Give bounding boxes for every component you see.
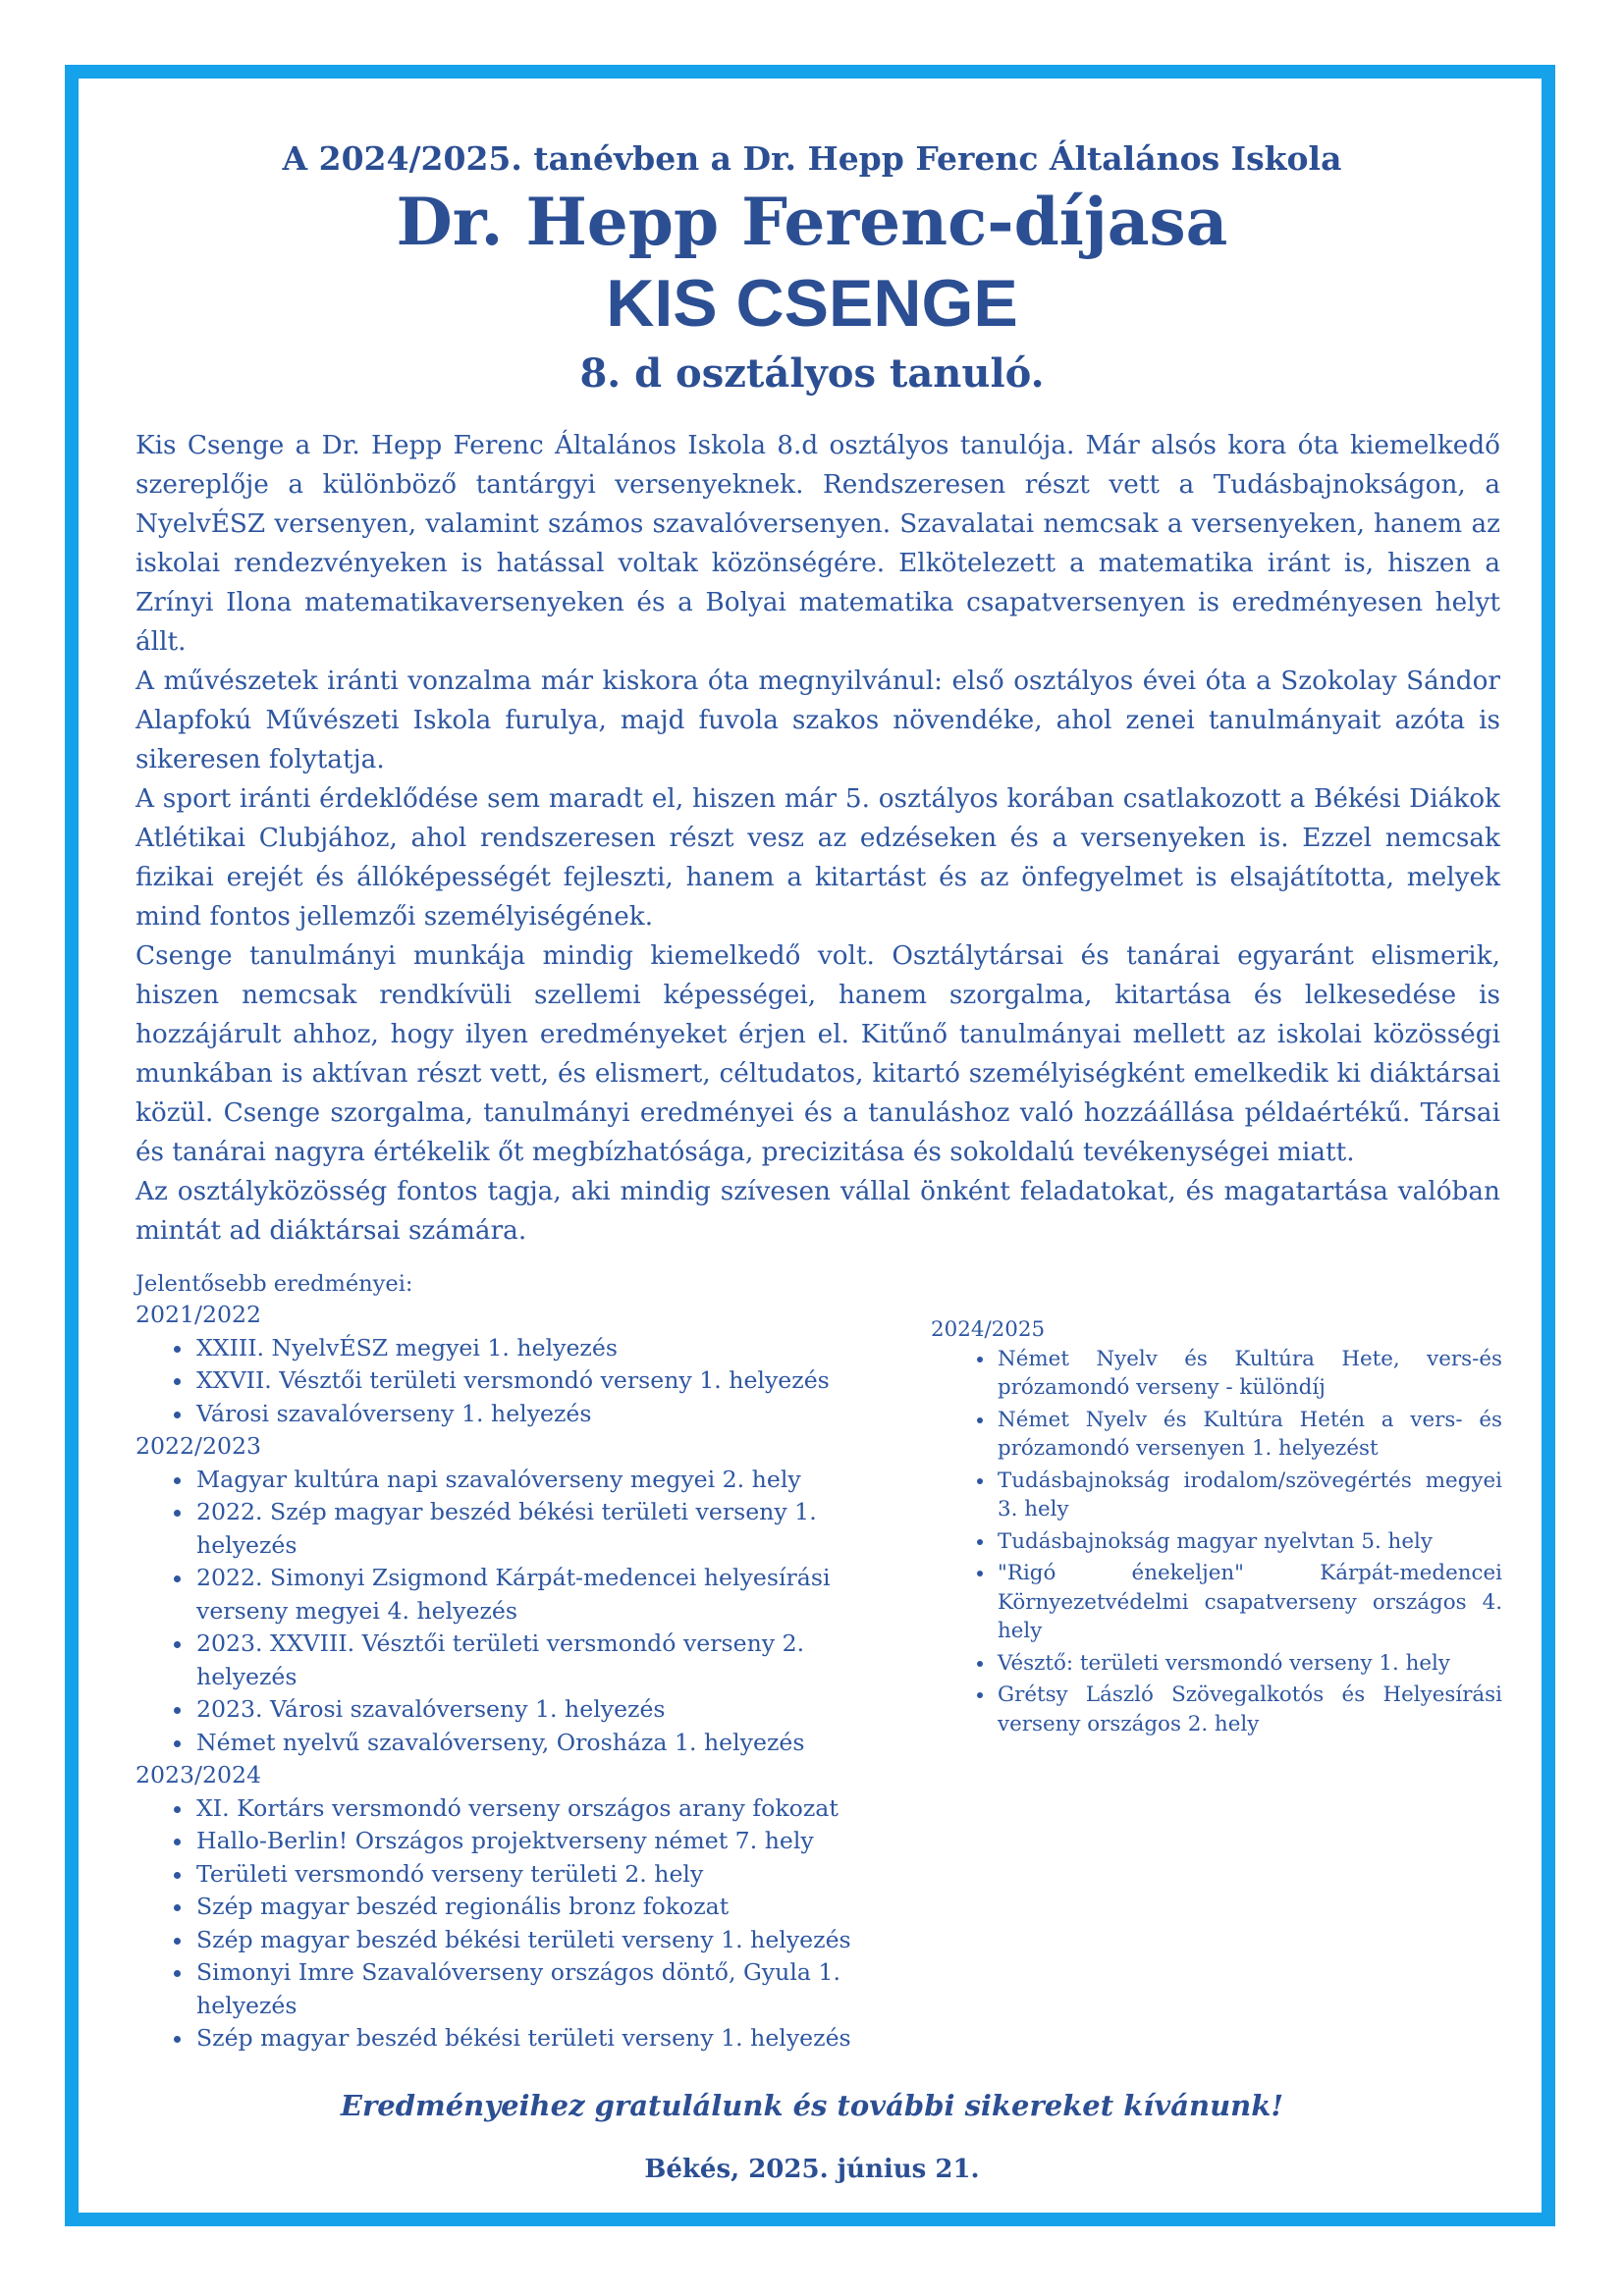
result-item: • XI. Kortárs versmondó verseny országos arany fokozat [194, 1792, 892, 1826]
result-item: • Grétsy László Szövegalkotós és Helyesírási verseny országos 2. hely [996, 1681, 1502, 1738]
results-list [135, 1792, 892, 2056]
result-item: • Városi szavalóverseny 1. helyezés [194, 1398, 892, 1431]
body-paragraph: A sport iránti érdeklődése sem maradt el, hiszen már 5. osztályos korában csatlakozott a Békési Diákok Atlétikai Clubjához, ahol rendszeresen részt vesz az edzéseken és a versenyeken is. Ezzel nemcsak fizikai erejét és állóképességét fejleszti, hanem a kitartást és az önfegyelmet is elsajátította, melyek mind fontos jellemzői személyiségének. [135, 784, 1500, 932]
class-line: 8. d osztályos tanuló. [579, 350, 1045, 397]
year-heading: 2023/2024 [135, 1761, 262, 1789]
year-heading: 2022/2023 [135, 1432, 262, 1460]
result-item: • Simonyi Imre Szavalóverseny országos döntő, Gyula 1. helyezés [194, 1956, 892, 2022]
body-paragraph: Kis Csenge a Dr. Hepp Ferenc Általános Iskola 8.d osztályos tanulója. Már alsós kora óta kiemelkedő szereplője a különböző tantárgyi versenyeknek. Rendszeresen részt vett a Tudásbajnokságon, a NyelvÉSZ versenyen, valamint számos szavalóversenyen. Szavalatai nemcsak a versenyeken, hanem az iskolai rendezvényeken is hatással voltak közönségére. Elkötelezett a matematika iránt is, hiszen a Zrínyi Ilona matematikaversenyeken és a Bolyai matematika csapatversenyen is eredményesen helyt állt. [135, 431, 1500, 657]
result-item: • Német Nyelv és Kultúra Hete, vers-és prózamondó verseny - különdíj [996, 1345, 1502, 1403]
result-item: • Német nyelvű szavalóverseny, Orosháza 1. helyezés [194, 1727, 892, 1760]
result-item: • XXVII. Vésztői területi versmondó verseny 1. helyezés [194, 1364, 892, 1398]
result-item: • 2022. Simonyi Zsigmond Kárpát-medencei helyesírási verseny megyei 4. helyezés [194, 1562, 892, 1628]
results-left-column [135, 1299, 892, 2056]
header-school-line: A 2024/2025. tanévben a Dr. Hepp Ferenc Általános Iskola [282, 139, 1342, 178]
results-right-column [931, 1315, 1502, 1741]
result-item: • 2023. XXVIII. Vésztői területi versmondó verseny 2. helyezés [194, 1628, 892, 1693]
result-item: • Szép magyar beszéd békési területi verseny 1. helyezés [194, 1924, 892, 1957]
body-paragraph: Az osztályközösség fontos tagja, aki mindig szívesen vállal önként feladatokat, és magatartása valóban mintát ad diáktársai számára. [135, 1177, 1500, 1246]
result-item: • Német Nyelv és Kultúra Hetén a vers- és prózamondó versenyen 1. helyezést [996, 1406, 1502, 1464]
result-item: • 2022. Szép magyar beszéd békési területi verseny 1. helyezés [194, 1496, 892, 1562]
results-heading: Jelentősebb eredményei: [135, 1271, 413, 1297]
body-paragraph: Csenge tanulmányi munkája mindig kiemelkedő volt. Osztálytársai és tanárai egyaránt elismerik, hiszen nemcsak rendkívüli szellemi képességei, hanem szorgalma, kitartása és lelkesedése is hozzájárult ahhoz, hogy ilyen eredményeket érjen el. Kitűnő tanulmányai mellett az iskolai közösségi munkában is aktívan részt vett, és elismert, céltudatos, kitartó személyiségként emelkedik ki diáktársai közül. Csenge szorgalma, tanulmányi eredményei és a tanuláshoz való hozzáállása példaértékű. Társai és tanárai nagyra értékelik őt megbízhatósága, precizitása és sokoldalú tevékenységei miatt. [135, 941, 1500, 1167]
place-date: Békés, 2025. június 21. [644, 2155, 980, 2184]
body-paragraph: A művészetek iránti vonzalma már kiskora óta megnyilvánul: első osztályos évei óta a Szokolay Sándor Alapfokú Művészeti Iskola furulya, majd fuvola szakos növendéke, ahol zenei tanulmányait azóta is sikeresen folytatja. [135, 667, 1500, 774]
result-item: • Szép magyar beszéd regionális bronz fokozat [194, 1891, 892, 1924]
results-list [135, 1464, 892, 1760]
result-item: • XXIII. NyelvÉSZ megyei 1. helyezés [194, 1332, 892, 1365]
award-title: Dr. Hepp Ferenc-díjasa [396, 184, 1228, 260]
closing-message: Eredményeihez gratulálunk és további sikereket kívánunk! [340, 2089, 1284, 2122]
results-list [135, 1332, 892, 1431]
result-item: • Vésztő: területi versmondó verseny 1. hely [996, 1649, 1502, 1679]
year-heading: 2021/2022 [135, 1301, 262, 1328]
awardee-name: KIS CSENGE [606, 266, 1018, 341]
year-heading: 2024/2025 [931, 1317, 1046, 1342]
results-list [931, 1345, 1502, 1739]
body-text [135, 426, 1500, 1251]
result-item: • Hallo-Berlin! Országos projektverseny német 7. hely [194, 1825, 892, 1858]
result-item: • Tudásbajnokság irodalom/szövegértés megyei 3. hely [996, 1467, 1502, 1524]
result-item: • Szép magyar beszéd békési területi verseny 1. helyezés [194, 2022, 892, 2056]
result-item: • 2023. Városi szavalóverseny 1. helyezés [194, 1693, 892, 1727]
result-item: • "Rigó énekeljen" Kárpát-medencei Környezetvédelmi csapatverseny országos 4. hely [996, 1559, 1502, 1646]
result-item: • Tudásbajnokság magyar nyelvtan 5. hely [996, 1527, 1502, 1557]
result-item: • Magyar kultúra napi szavalóverseny megyei 2. hely [194, 1464, 892, 1497]
result-item: • Területi versmondó verseny területi 2. hely [194, 1858, 892, 1892]
